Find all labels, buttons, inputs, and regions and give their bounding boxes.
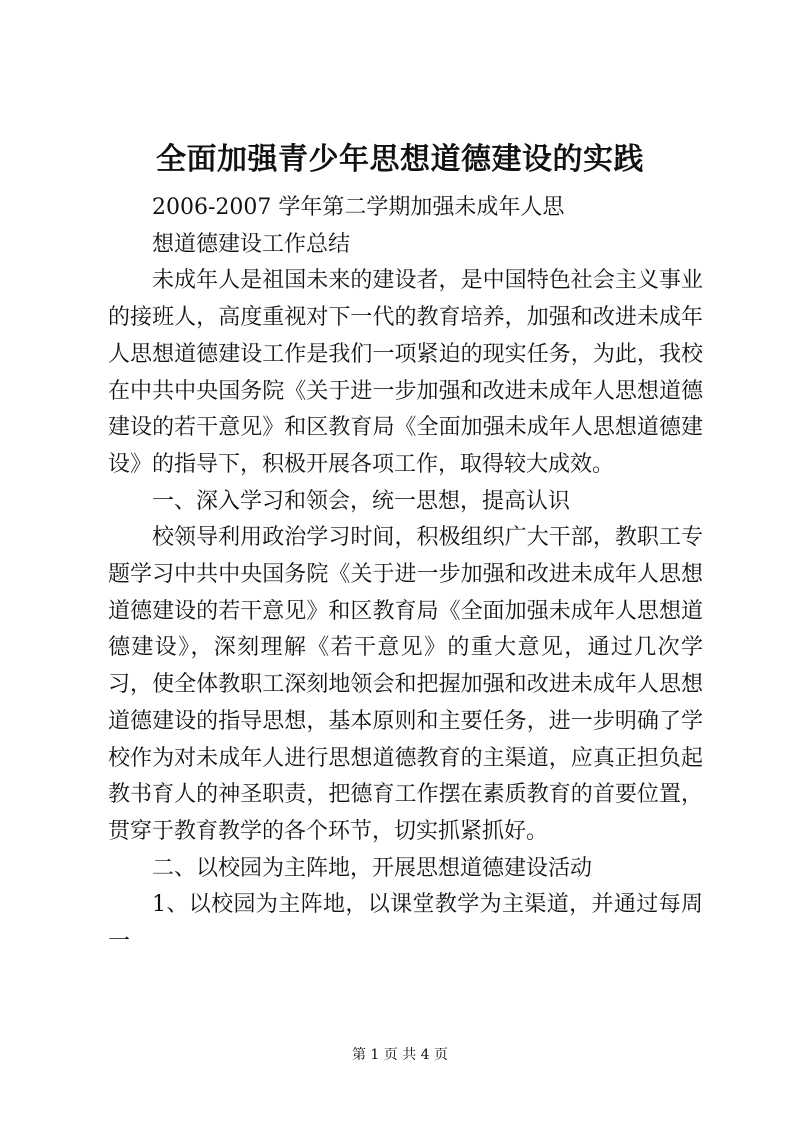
page-number-footer: 第 1 页 共 4 页 [351,1047,449,1063]
intro-paragraph: 未成年人是祖国未来的建设者，是中国特色社会主义事业的接班人，高度重视对下一代的教育培养，加强和改进未成年人思想道德建设工作是我们一项紧迫的现实任务，为此，我校在中共中央国务院《关于进一步加强和改进未成年人思想道德建设的若干意见》和区教育局《全面加强未成年人思想道德建设》的指导下，积极开展各项工作，取得较大成效。 [108,268,703,477]
section-1-paragraph: 校领导利用政治学习时间，积极组织广大干部，教职工专题学习中共中央国务院《关于进一步加强和改进未成年人思想道德建设的若干意见》和区教育局《全面加强未成年人思想道德建设》，深刻理解《若干意见》的重大意见，通过几次学习，使全体教职工深刻地领会和把握加强和改进未成年人思想道德建设的指导思想，基本原则和主要任务，进一步明确了学校作为对未成年人进行思想道德教育的主渠道，应真正担负起教书育人的神圣职责，把德育工作摆在素质教育的首要位置，贯穿于教育教学的各个环节，切实抓紧抓好。 [108,525,703,844]
subtitle-line-2: 想道德建设工作总结 [152,231,351,257]
section-2-item-1: 1、以校园为主阵地，以课堂教学为主渠道，并通过每周一 [108,892,703,955]
document-title: 全面加强青少年思想道德建设的实践 [156,142,644,177]
section-heading-2: 二、以校园为主阵地，开展思想道德建设活动 [152,855,593,881]
subtitle-line-1: 2006-2007 学年第二学期加强未成年人思 [152,195,565,220]
document-body [108,190,703,961]
section-heading-1: 一、深入学习和领会，统一思想，提高认识 [152,488,571,514]
